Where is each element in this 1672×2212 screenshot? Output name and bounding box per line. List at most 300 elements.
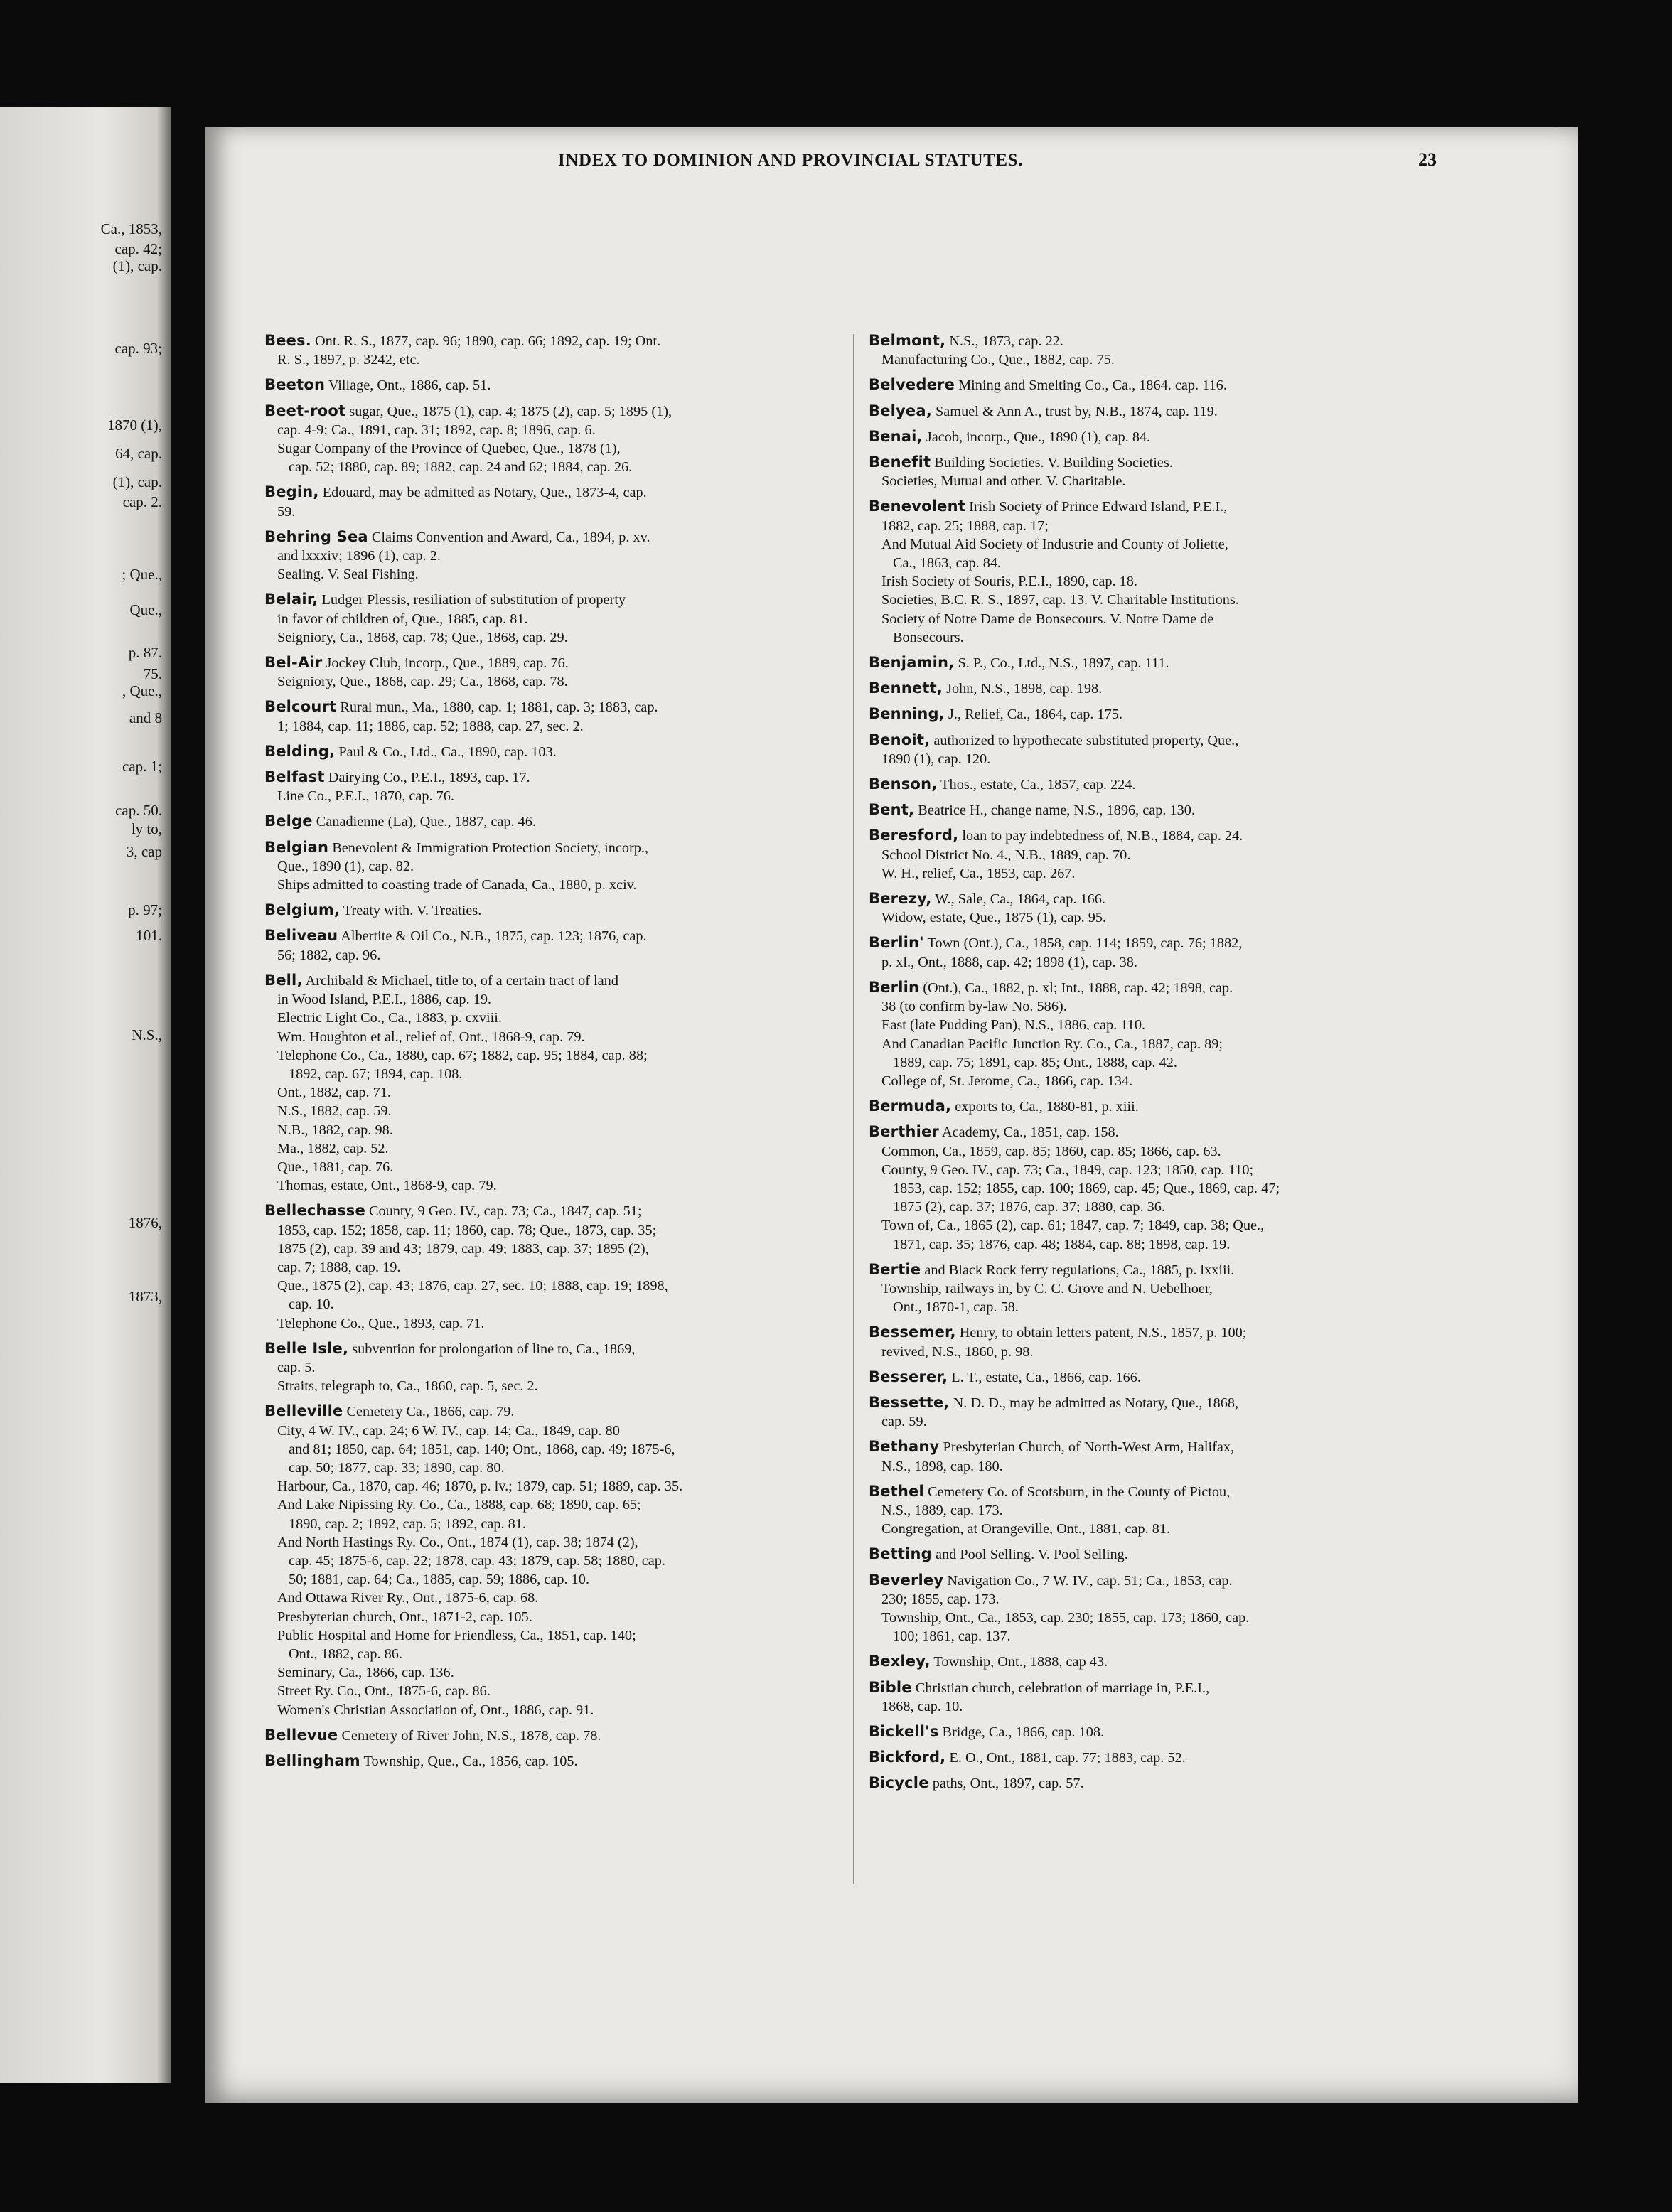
entry-first-line: [869, 1368, 1452, 1387]
entry-text: Que., 1881, cap. 76.: [277, 1159, 394, 1175]
entry-line: [869, 517, 1452, 535]
entry-first-line: [869, 826, 1452, 845]
index-entry: [869, 1393, 1452, 1431]
entry-first-line: [264, 838, 840, 857]
left-page-fragment: 1870 (1),: [107, 417, 162, 434]
entry-first-line: [869, 1722, 1452, 1741]
entry-line: [869, 1235, 1452, 1254]
index-entry: [264, 1201, 840, 1332]
headword: Bellingham: [264, 1752, 360, 1770]
entry-first-line: [869, 1571, 1452, 1590]
entry-line: [264, 1440, 840, 1459]
entry-first-line: [869, 1482, 1452, 1501]
left-page-fragment: ly to,: [131, 820, 162, 837]
index-entry: [264, 971, 840, 1195]
headword: Belgium,: [264, 901, 341, 919]
entry-text: Presbyterian church, Ont., 1871-2, cap. 105.: [277, 1609, 532, 1625]
index-entry: [264, 527, 840, 584]
entry-text: Women's Christian Association of, Ont., 1886, cap. 91.: [277, 1702, 594, 1718]
entry-line: [264, 547, 840, 565]
left-page-fragment: (1), cap.: [112, 473, 162, 490]
index-entry: [869, 933, 1452, 971]
index-entry: [264, 1402, 840, 1719]
entry-text: Sealing. V. Seal Fishing.: [277, 567, 419, 583]
entry-line: [869, 908, 1452, 927]
index-entry: [264, 812, 840, 831]
entry-text: John, N.S., 1898, cap. 198.: [943, 681, 1103, 697]
headword: Benson,: [869, 775, 938, 793]
entry-text: Sugar Company of the Province of Quebec, Que., 1878 (1),: [277, 441, 621, 457]
left-page-fragments: [0, 107, 171, 2083]
index-entry: [869, 1678, 1452, 1716]
entry-line: [264, 1477, 840, 1496]
entry-line: [869, 1457, 1452, 1476]
entry-first-line: [264, 1201, 840, 1220]
entry-text: W., Sale, Ca., 1864, cap. 166.: [931, 891, 1105, 908]
entry-first-line: [869, 1678, 1452, 1697]
entry-line: [264, 1496, 840, 1514]
entry-text: Ships admitted to coasting trade of Canada, Ca., 1880, p. xciv.: [277, 877, 637, 893]
entry-line: [869, 350, 1452, 369]
headword: Bell,: [264, 971, 303, 989]
entry-line: [264, 458, 840, 476]
entry-text: 1871, cap. 35; 1876, cap. 48; 1884, cap. 88; 1898, cap. 19.: [893, 1236, 1231, 1252]
left-page-fragment: ; Que.,: [122, 566, 162, 583]
entry-text: J., Relief, Ca., 1864, cap. 175.: [944, 707, 1123, 723]
entry-text: And Lake Nipissing Ry. Co., Ca., 1888, cap. 68; 1890, cap. 65;: [277, 1497, 641, 1513]
entry-first-line: [264, 742, 840, 761]
entry-text: Albertite & Oil Co., N.B., 1875, cap. 123; 1876, cap.: [338, 928, 647, 945]
headword: Bickell's: [869, 1723, 939, 1740]
entry-text: And North Hastings Ry. Co., Ont., 1874 (1), cap. 38; 1874 (2),: [277, 1534, 638, 1550]
entry-line: [869, 1627, 1452, 1645]
entry-line: [264, 1570, 840, 1589]
index-column-left: [264, 331, 840, 1777]
index-entry: [869, 1097, 1452, 1116]
entry-first-line: [869, 800, 1452, 820]
entry-text: Harbour, Ca., 1870, cap. 46; 1870, p. lv.; 1879, cap. 51; 1889, cap. 35.: [277, 1478, 683, 1495]
entry-text: County, 9 Geo. IV., cap. 73; Ca., 1849, cap. 123; 1850, cap. 110;: [881, 1161, 1254, 1178]
entry-text: 50; 1881, cap. 64; Ca., 1885, cap. 59; 1886, cap. 10.: [289, 1572, 590, 1588]
entry-first-line: [264, 483, 840, 502]
entry-line: [264, 1121, 840, 1139]
entry-first-line: [869, 1260, 1452, 1279]
entry-first-line: [869, 1773, 1452, 1793]
entry-text: 100; 1861, cap. 137.: [893, 1628, 1011, 1645]
entry-text: and 81; 1850, cap. 64; 1851, cap. 140; Ont., 1868, cap. 49; 1875-6,: [289, 1441, 675, 1457]
entry-first-line: [264, 812, 840, 831]
entry-text: Edouard, may be admitted as Notary, Que., 1873-4, cap.: [318, 485, 647, 501]
entry-first-line: [869, 1323, 1452, 1342]
entry-line: [264, 1701, 840, 1719]
entry-text: Town (Ont.), Ca., 1858, cap. 114; 1859, cap. 76; 1882,: [923, 935, 1243, 952]
headword: Benevolent: [869, 498, 965, 515]
left-page-fragment: cap. 50.: [115, 802, 162, 819]
entry-text: Archibald & Michael, title to, of a certain tract of land: [302, 972, 618, 989]
entry-text: Navigation Co., 7 W. IV., cap. 51; Ca., 1853, cap.: [943, 1572, 1233, 1589]
headword: Bethel: [869, 1482, 924, 1500]
entry-text: Ont., 1882, cap. 71.: [277, 1085, 391, 1101]
index-entry: [264, 1726, 840, 1745]
entry-text: loan to pay indebtedness of, N.B., 1884, cap. 24.: [958, 828, 1243, 844]
entry-text: exports to, Ca., 1880-81, p. xiii.: [951, 1099, 1139, 1115]
index-entry: [869, 889, 1452, 927]
entry-line: [869, 591, 1452, 609]
entry-line: [869, 610, 1452, 628]
entry-line: [869, 1412, 1452, 1431]
entry-text: Manufacturing Co., Que., 1882, cap. 75.: [881, 352, 1115, 368]
headword: Beet-root: [264, 402, 346, 419]
index-entry: [869, 1652, 1452, 1671]
index-entry: [264, 742, 840, 761]
entry-line: [264, 1176, 840, 1195]
entry-first-line: [869, 653, 1452, 672]
headword: Belmont,: [869, 332, 946, 349]
entry-text: and Pool Selling. V. Pool Selling.: [931, 1547, 1128, 1563]
entry-line: [869, 1016, 1452, 1034]
left-page-fragment: Que.,: [129, 601, 162, 618]
entry-text: Academy, Ca., 1851, cap. 158.: [939, 1124, 1119, 1141]
index-entry: [869, 1323, 1452, 1360]
entry-text: Ont., 1870-1, cap. 58.: [893, 1299, 1019, 1316]
index-entry: [869, 653, 1452, 672]
entry-line: [869, 628, 1452, 647]
entry-line: [869, 1590, 1452, 1609]
entry-text: revived, N.S., 1860, p. 98.: [881, 1343, 1034, 1360]
entry-line: [869, 535, 1452, 554]
index-entry: [869, 402, 1452, 421]
index-entry: [869, 704, 1452, 724]
entry-text: Irish Society of Souris, P.E.I., 1890, cap. 18.: [881, 574, 1137, 590]
index-entry: [869, 1571, 1452, 1646]
index-entry: [264, 838, 840, 895]
headword: Bennett,: [869, 680, 943, 697]
entry-line: [869, 472, 1452, 490]
index-entry: [264, 1339, 840, 1396]
headword: Begin,: [264, 483, 319, 501]
entry-line: [264, 1158, 840, 1176]
entry-line: [264, 1083, 840, 1102]
headword: Besserer,: [869, 1368, 948, 1385]
left-page-fragment: cap. 1;: [122, 758, 162, 775]
entry-line: [264, 421, 840, 439]
headword: Bees.: [264, 332, 311, 349]
entry-text: E. O., Ont., 1881, cap. 77; 1883, cap. 52.: [945, 1750, 1186, 1766]
entry-first-line: [264, 1339, 840, 1358]
entry-text: Public Hospital and Home for Friendless, Ca., 1851, cap. 140;: [277, 1627, 636, 1643]
entry-line: [264, 1221, 840, 1240]
entry-line: [264, 1009, 840, 1027]
entry-line: [869, 1179, 1452, 1198]
entry-text: cap. 10.: [289, 1296, 334, 1313]
entry-line: [264, 610, 840, 628]
index-entry: [869, 1545, 1452, 1564]
index-entry: [869, 1437, 1452, 1475]
entry-text: Cemetery Ca., 1866, cap. 79.: [343, 1404, 515, 1420]
entry-text: S. P., Co., Ltd., N.S., 1897, cap. 111.: [954, 655, 1169, 672]
entry-first-line: [869, 1748, 1452, 1767]
entry-text: Beatrice H., change name, N.S., 1896, cap. 130.: [914, 802, 1196, 819]
entry-text: R. S., 1897, p. 3242, etc.: [277, 352, 420, 368]
entry-text: 1875 (2), cap. 37; 1876, cap. 37; 1880, cap. 36.: [893, 1199, 1166, 1215]
entry-text: Ont., 1882, cap. 86.: [289, 1646, 402, 1662]
entry-text: (Ont.), Ca., 1882, p. xl; Int., 1888, cap. 42; 1898, cap.: [919, 979, 1233, 996]
entry-text: Seigniory, Ca., 1868, cap. 78; Que., 1868, cap. 29.: [277, 629, 568, 645]
entry-text: Benevolent & Immigration Protection Society, incorp.,: [328, 839, 649, 856]
entry-line: [869, 1198, 1452, 1216]
entry-first-line: [264, 1751, 840, 1771]
entry-text: Thomas, estate, Ont., 1868-9, cap. 79.: [277, 1178, 497, 1194]
entry-line: [264, 350, 840, 369]
left-page-fragment: 1873,: [128, 1288, 162, 1305]
headword: Belair,: [264, 591, 318, 608]
entry-line: [869, 1279, 1452, 1298]
headword: Bermuda,: [869, 1097, 952, 1115]
entry-line: [264, 1459, 840, 1477]
entry-first-line: [264, 971, 840, 990]
entry-text: cap. 4-9; Ca., 1891, cap. 31; 1892, cap. 8; 1896, cap. 6.: [277, 422, 596, 438]
index-entry: [264, 768, 840, 805]
entry-text: Que., 1890 (1), cap. 82.: [277, 858, 414, 874]
entry-line: [264, 717, 840, 736]
entry-line: [264, 1645, 840, 1663]
entry-text: Presbyterian Church, of North-West Arm, Halifax,: [939, 1439, 1235, 1456]
index-entry: [264, 331, 840, 369]
entry-text: N.S., 1898, cap. 180.: [881, 1458, 1003, 1474]
page-number: 23: [1418, 149, 1437, 170]
entry-text: Ludger Plessis, resiliation of substitution of property: [318, 592, 626, 608]
entry-first-line: [869, 889, 1452, 908]
headword: Belyea,: [869, 402, 932, 419]
headword: Benoit,: [869, 731, 931, 748]
index-entry: [869, 679, 1452, 698]
entry-line: [264, 565, 840, 584]
entry-line: [264, 990, 840, 1009]
entry-text: Wm. Houghton et al., relief of, Ont., 1868-9, cap. 79.: [277, 1029, 585, 1045]
entry-first-line: [264, 768, 840, 787]
entry-first-line: [869, 427, 1452, 446]
headword: Bible: [869, 1678, 912, 1696]
entry-first-line: [264, 697, 840, 716]
entry-text: Societies, Mutual and other. V. Charitable.: [881, 473, 1126, 490]
entry-text: Bridge, Ca., 1866, cap. 108.: [938, 1724, 1105, 1740]
entry-line: [869, 997, 1452, 1016]
headword: Bickford,: [869, 1749, 946, 1766]
entry-text: 56; 1882, cap. 96.: [277, 947, 381, 963]
entry-text: Building Societies. V. Building Societies.: [931, 455, 1173, 471]
headword: Belcourt: [264, 698, 337, 716]
entry-line: [264, 1626, 840, 1645]
entry-text: Telephone Co., Que., 1893, cap. 71.: [277, 1315, 485, 1331]
entry-text: Samuel & Ann A., trust by, N.B., 1874, cap. 119.: [931, 403, 1218, 419]
entry-text: Dairying Co., P.E.I., 1893, cap. 17.: [324, 770, 530, 786]
entry-text: Thos., estate, Ca., 1857, cap. 224.: [937, 777, 1136, 793]
entry-text: 1; 1884, cap. 11; 1886, cap. 52; 1888, cap. 27, sec. 2.: [277, 718, 584, 734]
left-page-fragment: , Que.,: [122, 682, 162, 699]
entry-line: [264, 1589, 840, 1607]
entry-text: Common, Ca., 1859, cap. 85; 1860, cap. 85; 1866, cap. 63.: [881, 1143, 1221, 1159]
entry-text: cap. 52; 1880, cap. 89; 1882, cap. 24 and 62; 1884, cap. 26.: [289, 459, 633, 476]
entry-text: in Wood Island, P.E.I., 1886, cap. 19.: [277, 992, 492, 1008]
entry-text: Henry, to obtain letters patent, N.S., 1857, p. 100;: [955, 1325, 1247, 1341]
entry-line: [264, 1295, 840, 1314]
entry-text: Congregation, at Orangeville, Ont., 1881, cap. 81.: [881, 1521, 1171, 1537]
headword: Benefit: [869, 453, 931, 471]
entry-text: College of, St. Jerome, Ca., 1866, cap. 134.: [881, 1073, 1133, 1089]
entry-line: [264, 1277, 840, 1295]
entry-text: School District No. 4., N.B., 1889, cap. 70.: [881, 847, 1131, 863]
entry-first-line: [869, 933, 1452, 952]
entry-text: Jacob, incorp., Que., 1890 (1), cap. 84.: [922, 429, 1151, 445]
headword: Berezy,: [869, 890, 932, 908]
headword: Belge: [264, 812, 313, 830]
entry-first-line: [264, 653, 840, 672]
entry-text: N.S., 1882, cap. 59.: [277, 1103, 392, 1120]
headword: Bexley,: [869, 1653, 931, 1670]
entry-first-line: [264, 331, 840, 350]
headword: Bel-Air: [264, 654, 323, 672]
entry-line: [869, 953, 1452, 972]
entry-line: [264, 439, 840, 458]
entry-line: [869, 750, 1452, 768]
entry-text: cap. 45; 1875-6, cap. 22; 1878, cap. 43; 1879, cap. 58; 1880, cap.: [289, 1552, 666, 1569]
entry-text: Cemetery of River John, N.S., 1878, cap. 78.: [338, 1727, 601, 1744]
entry-text: Telephone Co., Ca., 1880, cap. 67; 1882, cap. 95; 1884, cap. 88;: [277, 1047, 648, 1063]
entry-line: [264, 1065, 840, 1083]
index-entry: [869, 375, 1452, 394]
left-page-fragment: 1876,: [128, 1214, 162, 1231]
headword: Beliveau: [264, 927, 338, 945]
entry-text: Town of, Ca., 1865 (2), cap. 61; 1847, cap. 7; 1849, cap. 38; Que.,: [881, 1218, 1265, 1234]
entry-text: L. T., estate, Ca., 1866, cap. 166.: [948, 1369, 1141, 1385]
entry-text: 1853, cap. 152; 1855, cap. 100; 1869, cap. 45; Que., 1869, cap. 47;: [893, 1180, 1280, 1196]
headword: Betting: [869, 1545, 932, 1563]
headword: Berlin': [869, 934, 924, 952]
entry-first-line: [264, 527, 840, 547]
headword: Bessemer,: [869, 1324, 956, 1341]
left-page-fragment: N.S.,: [132, 1026, 162, 1043]
entry-text: 1875 (2), cap. 39 and 43; 1879, cap. 49; 1883, cap. 37; 1895 (2),: [277, 1240, 649, 1257]
entry-text: Paul & Co., Ltd., Ca., 1890, cap. 103.: [335, 743, 557, 760]
index-entry: [264, 926, 840, 964]
entry-text: cap. 7; 1888, cap. 19.: [277, 1259, 401, 1275]
entry-text: Electric Light Co., Ca., 1883, p. cxviii.: [277, 1010, 502, 1026]
entry-text: p. xl., Ont., 1888, cap. 42; 1898 (1), cap. 38.: [881, 954, 1137, 970]
headword: Berlin: [869, 978, 920, 996]
entry-first-line: [869, 1437, 1452, 1456]
headword: Bessette,: [869, 1393, 950, 1411]
index-entry: [869, 1722, 1452, 1741]
entry-text: Straits, telegraph to, Ca., 1860, cap. 5, sec. 2.: [277, 1378, 538, 1395]
entry-text: And Canadian Pacific Junction Ry. Co., Ca., 1887, cap. 89;: [881, 1036, 1223, 1052]
entry-line: [264, 1552, 840, 1570]
headword: Benjamin,: [869, 654, 955, 672]
entry-text: N.S., 1889, cap. 173.: [881, 1502, 1003, 1518]
index-entry: [869, 775, 1452, 794]
entry-text: 1868, cap. 10.: [881, 1698, 963, 1714]
index-entry: [869, 826, 1452, 883]
entry-text: paths, Ont., 1897, cap. 57.: [928, 1776, 1084, 1792]
entry-line: [264, 628, 840, 647]
entry-text: 38 (to confirm by-law No. 586).: [881, 999, 1067, 1015]
index-entry: [869, 1260, 1452, 1317]
entry-text: 1892, cap. 67; 1894, cap. 108.: [289, 1065, 463, 1082]
entry-first-line: [869, 704, 1452, 724]
entry-first-line: [869, 1652, 1452, 1671]
index-entry: [869, 1748, 1452, 1767]
entry-text: Claims Convention and Award, Ca., 1894, p. xv.: [368, 529, 650, 545]
entry-text: Societies, B.C. R. S., 1897, cap. 13. V. Charitable Institutions.: [881, 592, 1239, 608]
entry-line: [869, 572, 1452, 591]
entry-line: [869, 1216, 1452, 1235]
entry-line: [264, 857, 840, 876]
entry-text: Township, Ont., Ca., 1853, cap. 230; 1855, cap. 173; 1860, cap.: [881, 1609, 1250, 1626]
entry-text: subvention for prolongation of line to, Ca., 1869,: [348, 1341, 636, 1357]
left-page-fragment: cap. 42;: [114, 240, 162, 257]
entry-text: cap. 50; 1877, cap. 33; 1890, cap. 80.: [289, 1459, 505, 1476]
entry-first-line: [264, 1726, 840, 1745]
entry-text: and lxxxiv; 1896 (1), cap. 2.: [277, 548, 441, 564]
entry-first-line: [869, 497, 1452, 516]
entry-text: in favor of children of, Que., 1885, cap. 81.: [277, 611, 528, 627]
left-page-fragment: cap. 93;: [114, 340, 162, 357]
index-entry: [264, 1751, 840, 1771]
left-page-fragment: 64, cap.: [115, 445, 162, 462]
left-page-fragment: and 8: [129, 709, 162, 726]
entry-first-line: [869, 775, 1452, 794]
entry-text: authorized to hypothecate substituted property, Que.,: [930, 732, 1239, 748]
entry-first-line: [264, 375, 840, 394]
entry-text: City, 4 W. IV., cap. 24; 6 W. IV., cap. 14; Ca., 1849, cap. 80: [277, 1422, 620, 1439]
left-page-fragment: 101.: [136, 927, 162, 944]
entry-line: [264, 1682, 840, 1700]
entry-text: Society of Notre Dame de Bonsecours. V. Notre Dame de: [881, 611, 1214, 627]
entry-line: [264, 1515, 840, 1533]
left-page-fragment: 3, cap: [126, 843, 162, 860]
entry-text: Township, Que., Ca., 1856, cap. 105.: [360, 1754, 578, 1770]
index-column-right: [869, 331, 1452, 1800]
entry-first-line: [869, 679, 1452, 698]
entry-line: [869, 1161, 1452, 1179]
entry-line: [869, 554, 1452, 572]
entry-line: [264, 1102, 840, 1120]
headword: Bicycle: [869, 1774, 929, 1792]
headword: Belvedere: [869, 376, 955, 394]
left-page-fragment: cap. 2.: [122, 493, 162, 510]
index-entry: [869, 800, 1452, 820]
entry-line: [869, 1053, 1452, 1072]
index-entry: [264, 402, 840, 477]
left-page-fragment: 75.: [143, 665, 162, 682]
entry-text: Rural mun., Ma., 1880, cap. 1; 1881, cap. 3; 1883, cap.: [336, 699, 658, 716]
entry-text: W. H., relief, Ca., 1853, cap. 267.: [881, 865, 1076, 881]
entry-text: Cemetery Co. of Scotsburn, in the County of Pictou,: [923, 1483, 1231, 1500]
entry-text: 230; 1855, cap. 173.: [881, 1591, 1000, 1607]
index-entry: [264, 901, 840, 920]
entry-text: 1853, cap. 152; 1858, cap. 11; 1860, cap. 78; Que., 1873, cap. 35;: [277, 1222, 657, 1238]
index-entry: [869, 427, 1452, 446]
entry-line: [264, 1422, 840, 1440]
entry-text: 1889, cap. 75; 1891, cap. 85; Ont., 1888, cap. 42.: [893, 1054, 1177, 1070]
headword: Belgian: [264, 838, 329, 856]
index-entry: [264, 697, 840, 735]
headword: Bent,: [869, 801, 915, 819]
entry-first-line: [869, 453, 1452, 472]
entry-text: Irish Society of Prince Edward Island, P.E.I.,: [965, 499, 1228, 515]
entry-text: Treaty with. V. Treaties.: [340, 903, 482, 919]
index-entry: [869, 731, 1452, 768]
left-page-fragment: p. 97;: [128, 901, 162, 918]
